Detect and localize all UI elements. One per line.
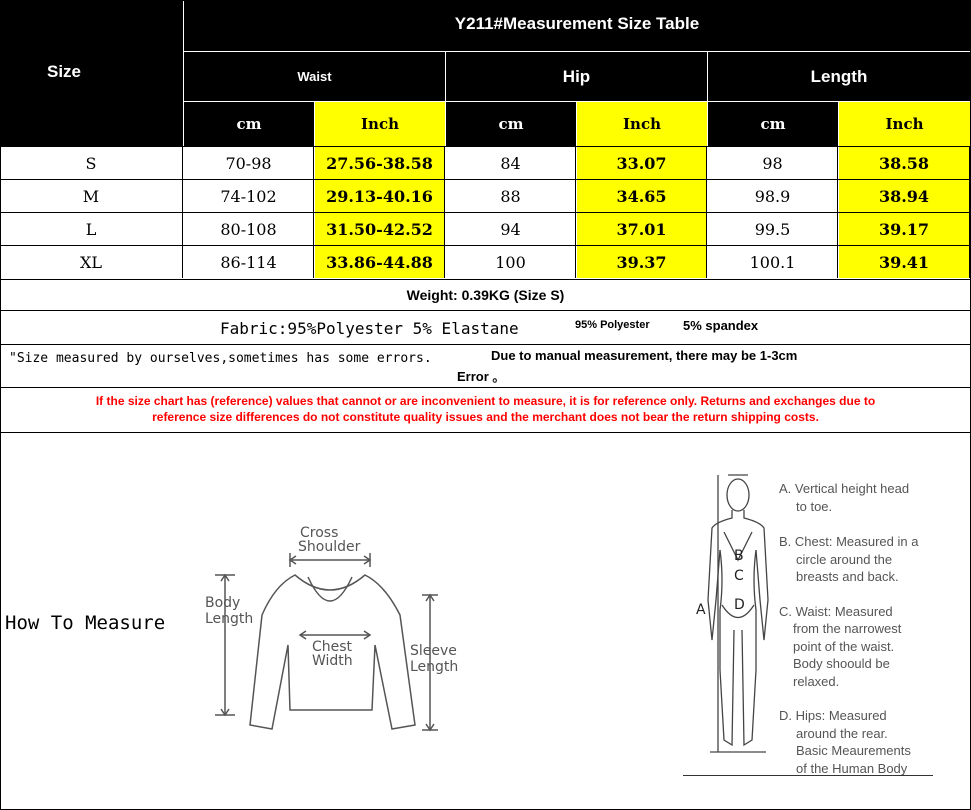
cm-cell: 100 — [446, 246, 576, 278]
note-line2: Error 。 — [457, 369, 506, 384]
inch-cell: 33.07 — [577, 147, 707, 179]
size-cell: L — [0, 213, 183, 245]
table-title: Y211#Measurement Size Table — [454, 14, 700, 33]
fabric-row — [0, 311, 971, 345]
instructions-underline — [683, 775, 933, 776]
unit-inch-hip: Inch — [577, 102, 707, 146]
group-waist — [184, 52, 445, 101]
cm-cell: 86-114 — [184, 246, 314, 278]
cm-cell: 84 — [446, 147, 576, 179]
label-body-length-1: Body — [205, 595, 241, 611]
cm-cell: 100.1 — [708, 246, 838, 278]
inch-cell: 39.37 — [577, 246, 707, 278]
label-sleeve-length-2: Length — [410, 659, 459, 675]
instruction-c: C. Waist: Measured from the narrowest point of the waist. Body shoould be relaxed. — [779, 603, 902, 689]
instruction-a: A. Vertical height head to toe. — [779, 481, 910, 514]
label-body-length-2: Length — [205, 611, 254, 627]
label-cross-shoulder-2: Shoulder — [298, 539, 361, 555]
weight-row — [0, 279, 971, 311]
size-cell: M — [0, 180, 183, 212]
how-to-measure-title: How To Measure — [5, 612, 166, 634]
letter-c: C — [734, 568, 744, 584]
note-row — [0, 345, 971, 388]
size-header: Size — [47, 62, 82, 81]
inch-cell: 39.17 — [839, 213, 970, 245]
size-cell: S — [0, 147, 183, 179]
cm-cell: 88 — [446, 180, 576, 212]
inch-cell: 39.41 — [839, 246, 970, 278]
label-chest-width-1: Chest — [312, 639, 353, 655]
instruction-d: D. Hips: Measured around the rear. Basic Meaurements of the Human Body — [779, 708, 911, 776]
inch-cell: 27.56-38.58 — [315, 147, 445, 179]
fabric-spandex: 5% spandex — [683, 318, 759, 333]
letter-d: D — [734, 597, 745, 613]
cm-cell: 70-98 — [184, 147, 314, 179]
group-length-label: Length — [810, 66, 868, 86]
inch-cell: 33.86-44.88 — [315, 246, 445, 278]
disclaimer-line1: If the size chart has (reference) values that cannot or are inconvenient to measure, it is for reference only. Returns and exchanges due to — [95, 394, 876, 408]
weight-text: Weight: 0.39KG (Size S) — [406, 287, 565, 303]
label-chest-width-2: Width — [312, 653, 353, 669]
cm-cell: 98.9 — [708, 180, 838, 212]
group-hip-label: Hip — [562, 66, 591, 86]
inch-cell: 34.65 — [577, 180, 707, 212]
cm-cell: 94 — [446, 213, 576, 245]
unit-cm-hip: cm — [446, 102, 576, 146]
letter-a: A — [696, 602, 706, 618]
label-cross-shoulder-1: Cross — [300, 525, 339, 541]
inch-cell: 37.01 — [577, 213, 707, 245]
note-line1: "Size measured by ourselves,sometimes has some errors. — [9, 351, 432, 366]
inch-cell: 38.94 — [839, 180, 970, 212]
group-hip — [446, 52, 707, 101]
cm-cell: 74-102 — [184, 180, 314, 212]
unit-inch-waist: Inch — [315, 102, 445, 146]
group-length — [708, 52, 970, 101]
size-cell: XL — [0, 246, 183, 278]
unit-inch-length: Inch — [839, 102, 970, 146]
cm-cell: 99.5 — [708, 213, 838, 245]
inch-cell: 38.58 — [839, 147, 970, 179]
group-waist-label: Waist — [297, 69, 332, 84]
cm-cell: 98 — [708, 147, 838, 179]
disclaimer-line2: reference size differences do not constitute quality issues and the merchant does not bear the return shipping costs. — [152, 410, 819, 424]
disclaimer-row — [0, 388, 971, 433]
label-sleeve-length-1: Sleeve — [410, 643, 457, 659]
unit-cm-length: cm — [708, 102, 838, 146]
instructions — [779, 480, 969, 777]
instruction-b: B. Chest: Measured in a circle around the breasts and back. — [779, 534, 919, 584]
cm-cell: 80-108 — [184, 213, 314, 245]
inch-cell: 29.13-40.16 — [315, 180, 445, 212]
body-diagram — [690, 470, 770, 770]
inch-cell: 31.50-42.52 — [315, 213, 445, 245]
fabric-polyester: 95% Polyester — [575, 319, 650, 331]
letter-b: B — [734, 548, 744, 564]
fabric-main: Fabric:95%Polyester 5% Elastane — [220, 319, 519, 338]
garment-diagram — [200, 515, 470, 745]
size-header-cell — [0, 0, 183, 146]
title-cell — [184, 0, 970, 51]
note-line1b: Due to manual measurement, there may be 1-3cm — [491, 348, 798, 363]
unit-cm-waist: cm — [184, 102, 314, 146]
